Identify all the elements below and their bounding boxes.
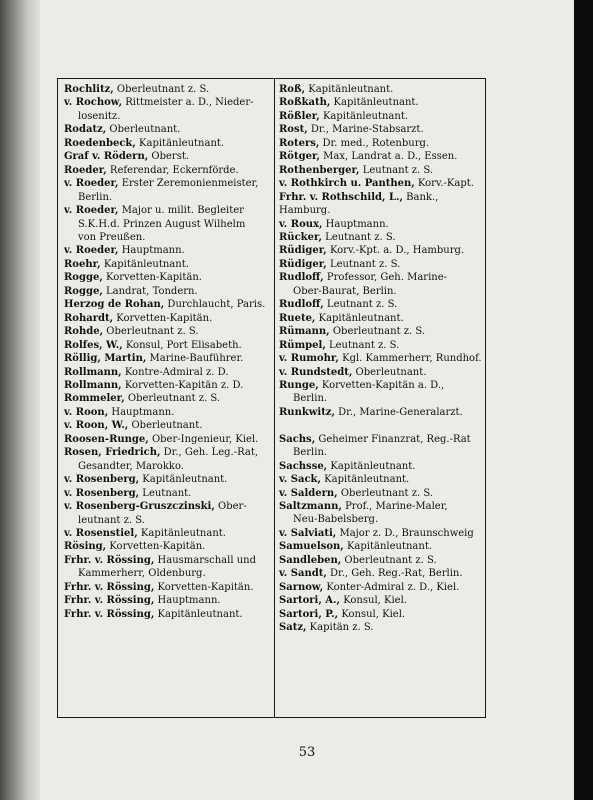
entry-continuation: Berlin.	[78, 191, 113, 203]
entry-name: Rommeler,	[64, 393, 125, 405]
list-item	[64, 419, 270, 432]
entry-detail: Dr., Geh. Leg.-Rat,	[163, 447, 259, 459]
entry-detail: Korv.-Kapt.	[417, 178, 474, 190]
list-item	[64, 446, 270, 473]
entry-name: Rosen, Friedrich,	[64, 447, 161, 459]
entry-continuation: Berlin.	[293, 393, 328, 405]
list-item	[279, 581, 482, 594]
entry-name: v. Salviati,	[279, 527, 337, 539]
entry-name: Rolfes, W.,	[64, 339, 123, 351]
entry-name: v. Saldern,	[279, 487, 338, 499]
entry-name: v. Roeder,	[64, 205, 119, 217]
list-item	[279, 177, 482, 190]
list-item	[279, 594, 482, 607]
entry-continuation: von Preußen.	[78, 231, 146, 243]
list-item	[279, 487, 482, 500]
entry-name: Rüdiger,	[279, 245, 327, 257]
list-item	[64, 540, 270, 553]
list-item	[64, 500, 270, 527]
entry-detail: Korvetten-Kapitän.	[109, 541, 206, 553]
entry-detail: Dr., Marine-Stabsarzt.	[310, 124, 424, 136]
list-item	[64, 96, 270, 123]
list-item	[279, 540, 482, 553]
list-item	[279, 231, 482, 244]
entry-name: Runge,	[279, 379, 319, 391]
entry-name: Sachsse,	[279, 460, 328, 472]
entry-detail: Konter-Admiral z. D., Kiel.	[326, 581, 460, 593]
entry-name: Rücker,	[279, 231, 322, 243]
list-item	[279, 406, 482, 419]
entry-detail: Hauptmann.	[157, 595, 221, 607]
entry-name: Sandleben,	[279, 554, 342, 566]
entry-name: Sartori, P.,	[279, 608, 339, 620]
entry-name: Rost,	[279, 124, 308, 136]
list-item	[279, 473, 482, 486]
book-spine-shadow	[0, 0, 40, 800]
entry-continuation: leutnant z. S.	[78, 514, 145, 526]
entry-detail: Hauptmann.	[121, 245, 185, 257]
list-item	[64, 83, 270, 96]
entry-name: Rötger,	[279, 151, 320, 163]
entry-name: Rogge,	[64, 272, 103, 284]
list-item	[64, 392, 270, 405]
entry-name: Sachs,	[279, 433, 316, 445]
list-item	[279, 271, 482, 298]
entry-name: Sartori, A.,	[279, 595, 341, 607]
list-item	[64, 150, 270, 163]
list-item	[279, 460, 482, 473]
entry-name: Roosen-Runge,	[64, 433, 149, 445]
entry-name: Rodatz,	[64, 124, 107, 136]
entry-name: Röllig, Martin,	[64, 353, 147, 365]
entry-detail: Oberleutnant z. S.	[340, 487, 434, 499]
entry-detail: Hauptmann.	[111, 406, 175, 418]
entry-detail: Korv.-Kpt. a. D., Hamburg.	[329, 245, 465, 257]
list-item	[64, 554, 270, 581]
entry-detail: Ober-Ingenieur, Kiel.	[151, 433, 259, 445]
entry-detail: Kapitänleutnant.	[157, 608, 243, 620]
entry-detail: Korvetten-Kapitän.	[106, 272, 202, 284]
entry-continuation: Neu-Babelsberg.	[293, 514, 379, 526]
entry-name: Samuelson,	[279, 541, 344, 553]
entry-name: Rollmann,	[64, 379, 122, 391]
entry-detail: Kapitänleutnant.	[142, 474, 228, 486]
entry-name: v. Rochow,	[64, 97, 123, 109]
entry-name: Frhr. v. Rothschild, L.,	[279, 191, 403, 203]
entry-name: Rudloff,	[279, 299, 324, 311]
list-item	[64, 244, 270, 257]
entry-name: Herzog de Rohan,	[64, 299, 165, 311]
entry-name: Rogge,	[64, 285, 103, 297]
list-item	[64, 487, 270, 500]
entry-name: v. Sack,	[279, 474, 321, 486]
entry-detail: Landrat, Tondern.	[106, 285, 198, 297]
entry-continuation: Kammerherr, Oldenburg.	[78, 568, 206, 580]
entry-detail: Leutnant z. S.	[328, 339, 400, 351]
entry-detail: Major u. milit. Begleiter	[121, 205, 244, 217]
list-item	[64, 339, 270, 352]
entry-name: v. Rothkirch u. Panthen,	[279, 178, 415, 190]
list-item	[64, 581, 270, 594]
list-item	[279, 325, 482, 338]
entry-detail: Dr. med., Rotenburg.	[322, 137, 430, 149]
entry-name: Frhr. v. Rössing,	[64, 554, 155, 566]
entry-name: Rohardt,	[64, 312, 114, 324]
list-item	[279, 433, 482, 460]
list-item	[279, 298, 482, 311]
entry-detail: Oberleutnant z. S.	[127, 393, 221, 405]
entry-detail: Korvetten-Kapitän a. D.,	[321, 379, 445, 391]
entry-detail: Kapitänleutnant.	[318, 312, 404, 324]
list-item	[279, 366, 482, 379]
entry-detail: Oberleutnant z. S.	[344, 554, 437, 566]
list-item	[279, 83, 482, 96]
entry-detail: Professor, Geh. Marine-	[326, 272, 448, 284]
list-item	[279, 567, 482, 580]
entry-detail: Ober-	[218, 501, 247, 513]
entry-continuation: Ober-Baurat, Berlin.	[293, 285, 397, 297]
list-item	[64, 406, 270, 419]
entry-detail: Kapitänleutnant.	[103, 258, 189, 270]
entry-detail: Leutnant z. S.	[325, 231, 396, 243]
entry-name: Saltzmann,	[279, 501, 342, 513]
entry-name: Rösing,	[64, 541, 107, 553]
entry-detail: Dr., Marine-Generalarzt.	[338, 406, 463, 418]
entry-detail: Leutnant z. S.	[326, 299, 398, 311]
entry-detail: Oberleutnant.	[131, 420, 203, 432]
entry-name: Frhr. v. Rössing,	[64, 595, 155, 607]
list-item	[64, 312, 270, 325]
entry-continuation: S.K.H.d. Prinzen August Wilhelm	[78, 218, 246, 230]
scan-dark-edge	[574, 0, 593, 800]
list-item	[279, 379, 482, 406]
entry-name: v. Rosenberg,	[64, 474, 140, 486]
entry-name: v. Roon, W.,	[64, 420, 129, 432]
entry-detail: Kapitänleutnant.	[346, 541, 433, 553]
entry-detail: Prof., Marine-Maler,	[345, 501, 448, 513]
entry-detail: Dr., Geh. Reg.-Rat, Berlin.	[330, 568, 463, 580]
entry-detail: Kapitänleutnant.	[140, 527, 226, 539]
entry-name: Roters,	[279, 137, 320, 149]
entry-detail: Kapitänleutnant.	[308, 84, 394, 95]
list-item	[279, 312, 482, 325]
list-item	[64, 137, 270, 150]
entry-continuation: Gesandter, Marokko.	[78, 460, 184, 472]
entry-name: Roedenbeck,	[64, 137, 136, 149]
list-item	[64, 352, 270, 365]
list-item	[64, 608, 270, 621]
entry-detail: Kapitänleutnant.	[322, 110, 409, 122]
list-item	[279, 621, 482, 634]
entry-detail: Kapitänleutnant.	[139, 137, 225, 149]
list-item	[64, 164, 270, 177]
entry-detail: Erster Zeremonienmeister,	[121, 178, 259, 190]
list-item	[64, 594, 270, 607]
entry-detail: Korvetten-Kapitän.	[116, 312, 213, 324]
entry-detail: Oberleutnant.	[355, 366, 427, 378]
entry-name: Graf v. Rödern,	[64, 151, 149, 163]
list-item	[279, 137, 482, 150]
list-item	[64, 527, 270, 540]
list-item	[279, 150, 482, 163]
entry-detail: Max, Landrat a. D., Essen.	[323, 151, 458, 163]
list-item	[279, 339, 482, 352]
entry-name: Rößler,	[279, 110, 320, 122]
entry-detail: Konsul, Kiel.	[341, 608, 406, 620]
entry-detail: Kontre-Admiral z. D.	[124, 366, 229, 378]
entry-detail: Oberleutnant z. S.	[332, 326, 426, 338]
entry-detail: Kapitänleutnant.	[330, 460, 416, 472]
entry-name: Rochlitz,	[64, 84, 114, 95]
entry-name: v. Roeder,	[64, 178, 119, 190]
entry-name: Rüdiger,	[279, 258, 327, 270]
list-item	[64, 366, 270, 379]
entry-name: v. Roeder,	[64, 245, 119, 257]
entry-detail: Kapitänleutnant.	[324, 474, 410, 486]
list-item	[64, 123, 270, 136]
entry-name: Roß,	[279, 84, 306, 95]
list-item	[279, 500, 482, 527]
list-item	[64, 258, 270, 271]
list-item	[64, 325, 270, 338]
entry-detail: Rittmeister a. D., Nieder-	[125, 97, 254, 109]
entry-name: Frhr. v. Rössing,	[64, 608, 155, 620]
list-item	[64, 298, 270, 311]
entry-name: v. Sandt,	[279, 568, 327, 580]
entry-name: Runkwitz,	[279, 406, 335, 418]
list-item	[64, 204, 270, 244]
list-item	[279, 258, 482, 271]
entry-detail: Oberleutnant z. S.	[116, 84, 210, 95]
entry-detail: Konsul, Port Elisabeth.	[125, 339, 242, 351]
list-item	[279, 244, 482, 257]
list-item	[279, 164, 482, 177]
section-gap	[279, 419, 482, 432]
entry-detail: Kgl. Kammerherr, Rundhof.	[342, 353, 482, 365]
entry-continuation: Berlin.	[293, 447, 328, 459]
entry-name: v. Roux,	[279, 218, 323, 230]
entry-detail: Kapitän z. S.	[309, 622, 374, 634]
list-item	[279, 96, 482, 109]
list-item	[64, 473, 270, 486]
entry-name: Rollmann,	[64, 366, 122, 378]
entry-name: Roehr,	[64, 258, 101, 270]
entry-detail: Oberleutnant z. S.	[106, 326, 199, 338]
list-item	[279, 554, 482, 567]
list-item	[64, 433, 270, 446]
entry-name: Rohde,	[64, 326, 104, 338]
entry-name: v. Rosenberg,	[64, 487, 140, 499]
entry-name: v. Rundstedt,	[279, 366, 353, 378]
entry-name: Rümann,	[279, 326, 330, 338]
entry-detail: Leutnant.	[142, 487, 192, 499]
list-item	[279, 110, 482, 123]
list-item	[64, 285, 270, 298]
entry-name: Frhr. v. Rössing,	[64, 581, 155, 593]
entry-name: Rümpel,	[279, 339, 326, 351]
entry-detail: Referendar, Eckernförde.	[109, 164, 239, 176]
list-item	[64, 177, 270, 204]
list-item	[64, 271, 270, 284]
entry-detail: Korvetten-Kapitän.	[157, 581, 254, 593]
entry-detail: Marine-Bauführer.	[149, 353, 244, 365]
entry-name: Rothenberger,	[279, 164, 360, 176]
entry-detail: Oberleutnant.	[109, 124, 181, 136]
entry-name: v. Rosenberg-Gruszczinski,	[64, 501, 215, 513]
entry-name: Roeder,	[64, 164, 107, 176]
entry-name: Sarnow,	[279, 581, 324, 593]
entry-detail: Kapitänleutnant.	[333, 97, 419, 109]
entry-name: v. Roon,	[64, 406, 109, 418]
entry-name: Ruete,	[279, 312, 316, 324]
entry-detail: Geheimer Finanzrat, Reg.-Rat	[318, 433, 471, 445]
entry-detail: Oberst.	[151, 151, 190, 163]
left-column	[64, 83, 270, 621]
entry-detail: Major z. D., Braunschweig	[339, 527, 474, 539]
entry-name: Roßkath,	[279, 97, 331, 109]
list-item	[279, 191, 482, 218]
entry-name: v. Rosenstiel,	[64, 527, 138, 539]
column-divider	[274, 78, 275, 718]
list-item	[279, 527, 482, 540]
entry-detail: Hausmarschall und	[157, 554, 256, 566]
entry-detail: Durchlaucht, Paris.	[167, 299, 266, 311]
entry-detail: Konsul, Kiel.	[343, 595, 407, 607]
entry-detail: Bank., Hamburg.	[279, 191, 439, 217]
list-item	[64, 379, 270, 392]
list-item	[279, 123, 482, 136]
entry-detail: Korvetten-Kapitän z. D.	[124, 379, 244, 391]
entry-name: Rudloff,	[279, 272, 324, 284]
entry-detail: Leutnant z. S.	[362, 164, 434, 176]
right-column	[279, 83, 482, 635]
entry-detail: Leutnant z. S.	[329, 258, 401, 270]
list-item	[279, 608, 482, 621]
entry-name: v. Rumohr,	[279, 353, 339, 365]
list-item	[279, 352, 482, 365]
list-item	[279, 218, 482, 231]
entry-continuation: losenitz.	[78, 110, 121, 122]
entry-detail: Hauptmann.	[325, 218, 389, 230]
page-number: 53	[298, 745, 316, 760]
entry-name: Satz,	[279, 622, 307, 634]
